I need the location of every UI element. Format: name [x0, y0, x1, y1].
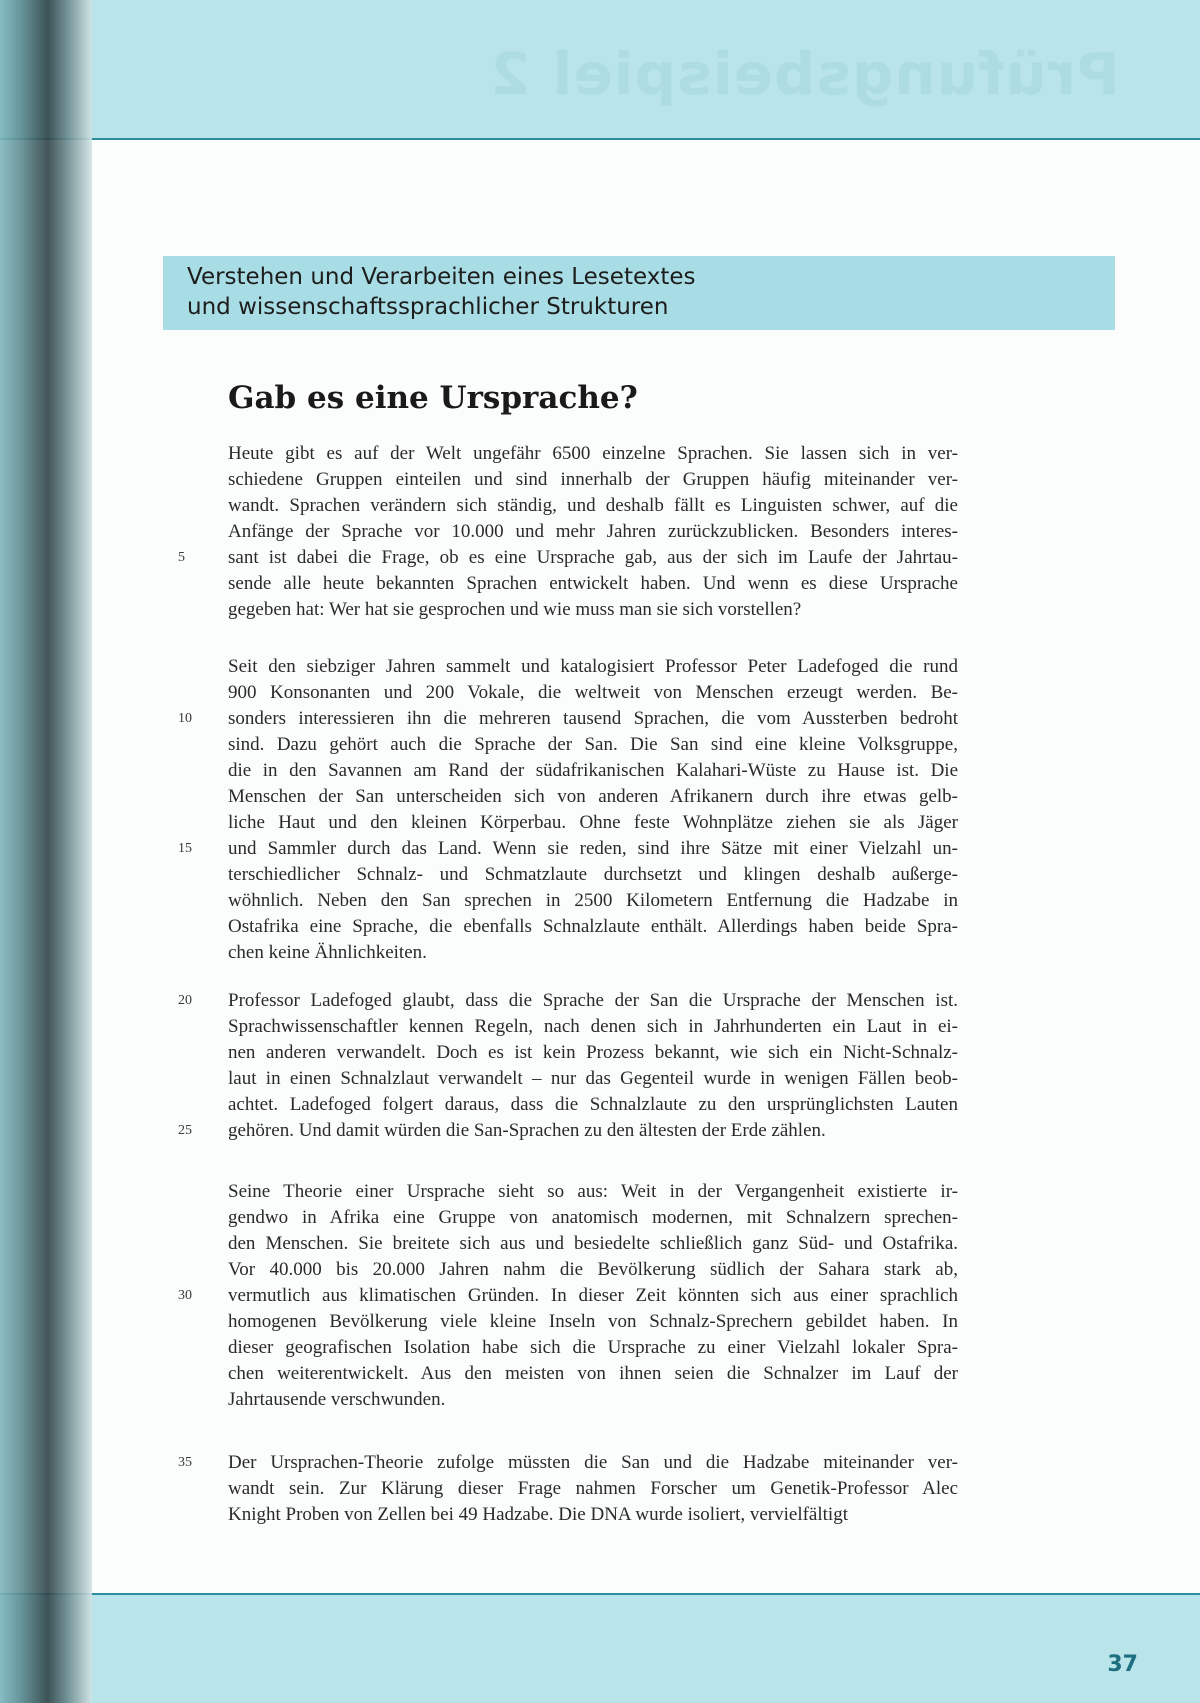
text-line: vermutlich aus klimatischen Gründen. In dieser Zeit könnten sich aus einer sprachlich [228, 1285, 958, 1306]
text-line: Sprachwissenschaftler kennen Regeln, nach denen sich in Jahrhunderten ein Laut in ei- [228, 1016, 958, 1037]
text-line: gehören. Und damit würden die San-Sprachen zu den ältesten der Erde zählen. [228, 1120, 826, 1141]
top-divider [0, 138, 1200, 140]
book-spine-shadow [0, 0, 92, 1703]
line-number: 5 [178, 550, 185, 565]
page-number: 37 [1107, 1652, 1138, 1677]
text-line: sant ist dabei die Frage, ob es eine Ursprache gab, aus der sich im Laufe der Jahrtau- [228, 547, 958, 568]
text-line: Seit den siebziger Jahren sammelt und katalogisiert Professor Peter Ladefoged die rund [228, 656, 958, 677]
text-line: wandt sein. Zur Klärung dieser Frage nahmen Forscher um Genetik-Professor Alec [228, 1478, 958, 1499]
text-line: dieser geografischen Isolation habe sich die Ursprache zu einer Vielzahl lokaler Spra- [228, 1337, 958, 1358]
text-line: Seine Theorie einer Ursprache sieht so aus: Weit in der Vergangenheit existierte ir- [228, 1181, 958, 1202]
text-line: terschiedlicher Schnalz- und Schmatzlaute durchsetzt und klingen deshalb außerge- [228, 864, 958, 885]
text-line: Jahrtausende verschwunden. [228, 1389, 446, 1410]
text-line: Menschen der San unterscheiden sich von anderen Afrikanern durch ihre etwas gelb- [228, 786, 958, 807]
text-line: Vor 40.000 bis 20.000 Jahren nahm die Bevölkerung südlich der Sahara stark ab, [228, 1259, 958, 1280]
text-line: achtet. Ladefoged folgert daraus, dass die Schnalzlaute zu den ursprünglichsten Lauten [228, 1094, 958, 1115]
bottom-color-band [0, 1595, 1200, 1703]
text-line: und Sammler durch das Land. Wenn sie reden, sind ihre Sätze mit einer Vielzahl un- [228, 838, 958, 859]
section-banner [163, 256, 1115, 330]
text-line: homogenen Bevölkerung viele kleine Inseln von Schnalz-Sprechern gebildet haben. In [228, 1311, 958, 1332]
line-number: 35 [178, 1455, 192, 1470]
text-line: chen keine Ähnlichkeiten. [228, 942, 427, 963]
section-banner-line-1: Verstehen und Verarbeiten eines Lesetextes [187, 264, 696, 290]
text-line: wandt. Sprachen verändern sich ständig, und deshalb fällt es Linguisten schwer, auf die [228, 495, 958, 516]
text-line: sende alle heute bekannten Sprachen entwickelt haben. Und wenn es diese Ursprache [228, 573, 958, 594]
text-line: Anfänge der Sprache vor 10.000 und mehr Jahren zurückzublicken. Besonders interes- [228, 521, 958, 542]
show-through-heading: Prüfungsbeispiel 2 [489, 40, 1120, 108]
top-color-band [0, 0, 1200, 138]
text-line: schiedene Gruppen einteilen und sind innerhalb der Gruppen häufig miteinander ver- [228, 469, 958, 490]
text-line: laut in einen Schnalzlaut verwandelt – nur das Gegenteil wurde in wenigen Fällen beob- [228, 1068, 958, 1089]
text-line: die in den Savannen am Rand der südafrikanischen Kalahari-Wüste zu Hause ist. Die [228, 760, 958, 781]
line-number: 30 [178, 1288, 192, 1303]
section-banner-line-2: und wissenschaftssprachlicher Strukturen [187, 294, 669, 320]
line-number: 10 [178, 711, 192, 726]
text-line: den Menschen. Sie breitete sich aus und besiedelte schließlich ganz Süd- und Ostafrika. [228, 1233, 958, 1254]
text-line: liche Haut und den kleinen Körperbau. Ohne feste Wohnplätze ziehen sie als Jäger [228, 812, 958, 833]
text-line: gendwo in Afrika eine Gruppe von anatomisch modernen, mit Schnalzern sprechen- [228, 1207, 958, 1228]
text-line: Professor Ladefoged glaubt, dass die Sprache der San die Ursprache der Menschen ist. [228, 990, 958, 1011]
text-line: 900 Konsonanten und 200 Vokale, die weltweit von Menschen erzeugt werden. Be- [228, 682, 958, 703]
text-line: Der Ursprachen-Theorie zufolge müssten die San und die Hadzabe miteinander ver- [228, 1452, 958, 1473]
line-number: 15 [178, 841, 192, 856]
line-number: 20 [178, 993, 192, 1008]
text-line: Knight Proben von Zellen bei 49 Hadzabe. Die DNA wurde isoliert, vervielfältigt [228, 1504, 848, 1525]
text-line: gegeben hat: Wer hat sie gesprochen und wie muss man sie sich vorstellen? [228, 599, 802, 620]
line-number: 25 [178, 1123, 192, 1138]
text-line: wöhnlich. Neben den San sprechen in 2500 Kilometern Entfernung die Hadzabe in [228, 890, 958, 911]
text-line: Ostafrika eine Sprache, die ebenfalls Schnalzlaute enthält. Allerdings haben beide Spra- [228, 916, 958, 937]
article-title: Gab es eine Ursprache? [228, 380, 638, 416]
text-line: sonders interessieren ihn die mehreren tausend Sprachen, die vom Aussterben bedroht [228, 708, 958, 729]
text-line: Heute gibt es auf der Welt ungefähr 6500 einzelne Sprachen. Sie lassen sich in ver- [228, 443, 958, 464]
text-line: chen weiterentwickelt. Aus den meisten von ihnen seien die Schnalzer im Lauf der [228, 1363, 958, 1384]
text-line: nen anderen verwandelt. Doch es ist kein Prozess bekannt, wie sich ein Nicht-Schnalz- [228, 1042, 958, 1063]
text-line: sind. Dazu gehört auch die Sprache der San. Die San sind eine kleine Volksgruppe, [228, 734, 958, 755]
